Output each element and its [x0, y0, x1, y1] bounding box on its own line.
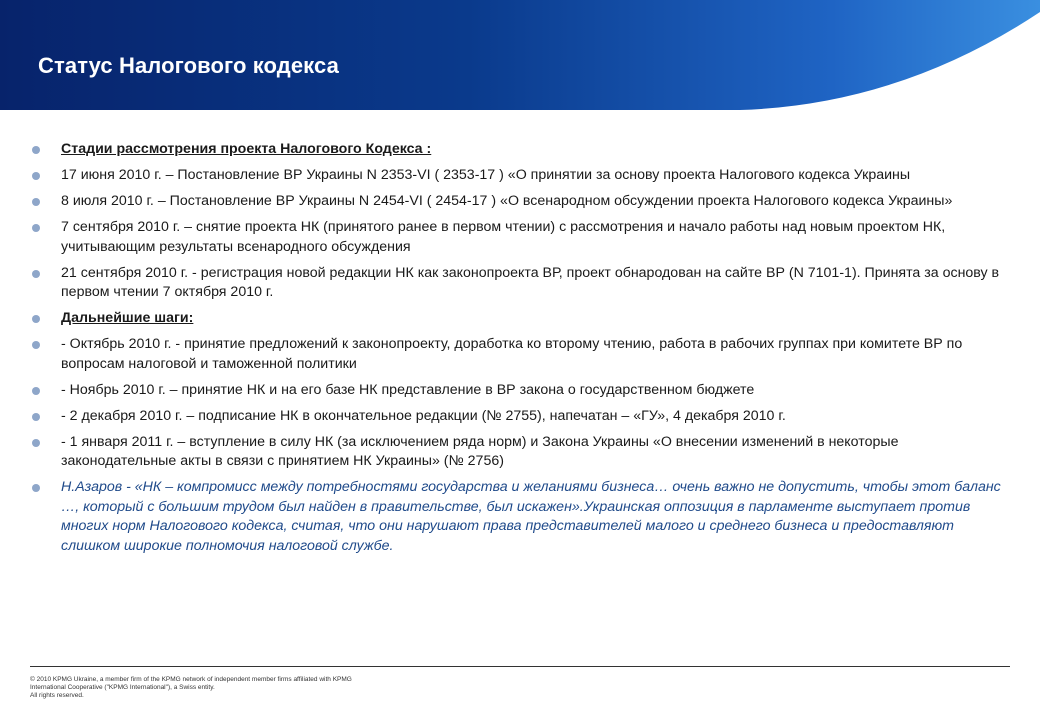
- copyright-line-2: International Cooperative ("KPMG International"), a Swiss entity.: [30, 684, 215, 691]
- quote-text: Н.Азаров - «НК – компромисс между потребностями государства и желаниями бизнеса… очень важно не допустить, чтобы этот баланс …, который с большим трудом был найден в правительстве, был искажен».Украинская оппозиция в парламенте выступает против многих норм Налогового кодекса, считая, что они нарушают права представителей малого и среднего бизнеса и предоставляют слишком широкие полномочия налоговой службе.: [61, 479, 1001, 554]
- list-item: [32, 433, 1012, 472]
- list-item: [32, 140, 1012, 160]
- header-banner: [0, 0, 1040, 110]
- section-heading: Стадии рассмотрения проекта Налогового Кодекса :: [61, 141, 432, 157]
- section-heading: Дальнейшие шаги:: [61, 310, 194, 326]
- item-text: - 2 декабря 2010 г. – подписание НК в окончательное редакции (№ 2755), напечатан – «ГУ», 4 декабря 2010 г.: [61, 407, 786, 424]
- copyright-footer: [30, 676, 390, 700]
- item-text: 8 июля 2010 г. – Постановление ВР Украины N 2454-VI ( 2454-17 ) «О всенародном обсуждении проекта Налогового кодекса Украины»: [61, 193, 953, 209]
- list-item: [32, 381, 1012, 401]
- bullet-dot-icon: [32, 484, 40, 492]
- list-item: [32, 335, 1012, 374]
- item-text: 7 сентября 2010 г. – снятие проекта НК (принятого ранее в первом чтении) с рассмотрения и начало работы над новым проектом НК, учитывающим результаты всенародного обсуждения: [61, 219, 946, 255]
- list-item: [32, 218, 1012, 257]
- bullet-dot-icon: [32, 172, 40, 180]
- list-item: [32, 309, 1012, 329]
- item-text: 21 сентября 2010 г. - регистрация новой редакции НК как законопроекта ВР, проект обнародован на сайте ВР (N 7101-1). Принята за основу в первом чтении 7 октября 2010 г.: [61, 264, 1000, 300]
- bullet-dot-icon: [32, 315, 40, 323]
- bullet-dot-icon: [32, 439, 40, 447]
- bullet-list: [32, 140, 1012, 563]
- bullet-dot-icon: [32, 413, 40, 421]
- page-title: Статус Налогового кодекса: [38, 53, 339, 78]
- bullet-dot-icon: [32, 341, 40, 349]
- copyright-line-1: © 2010 KPMG Ukraine, a member firm of the KPMG network of independent member firms affiliated with KPMG: [30, 676, 352, 683]
- bullet-dot-icon: [32, 224, 40, 232]
- footer-divider: [30, 666, 1010, 667]
- list-item: [32, 264, 1012, 303]
- item-text: - Октябрь 2010 г. - принятие предложений к законопроекту, доработка ко второму чтению, работа в рабочих группах при комитете ВР по вопросам налоговой и таможенной политики: [61, 336, 963, 372]
- list-item: [32, 407, 1012, 427]
- list-item: [32, 478, 1012, 556]
- list-item: [32, 166, 1012, 186]
- item-text: 17 июня 2010 г. – Постановление ВР Украины N 2353-VI ( 2353-17 ) «О принятии за основу проекта Налогового кодекса Украины: [61, 167, 911, 183]
- bullet-dot-icon: [32, 198, 40, 206]
- item-text: - Ноябрь 2010 г. – принятие НК и на его базе НК представление в ВР закона о государственном бюджете: [61, 381, 755, 398]
- copyright-line-3: All rights reserved.: [30, 692, 84, 699]
- bullet-dot-icon: [32, 146, 40, 154]
- bullet-dot-icon: [32, 387, 40, 395]
- bullet-dot-icon: [32, 270, 40, 278]
- item-text: - 1 января 2011 г. – вступление в силу НК (за исключением ряда норм) и Закона Украины «О внесении изменений в некоторые законодательные акты в связи с принятием НК Украины» (№ 2756): [61, 433, 899, 469]
- list-item: [32, 192, 1012, 212]
